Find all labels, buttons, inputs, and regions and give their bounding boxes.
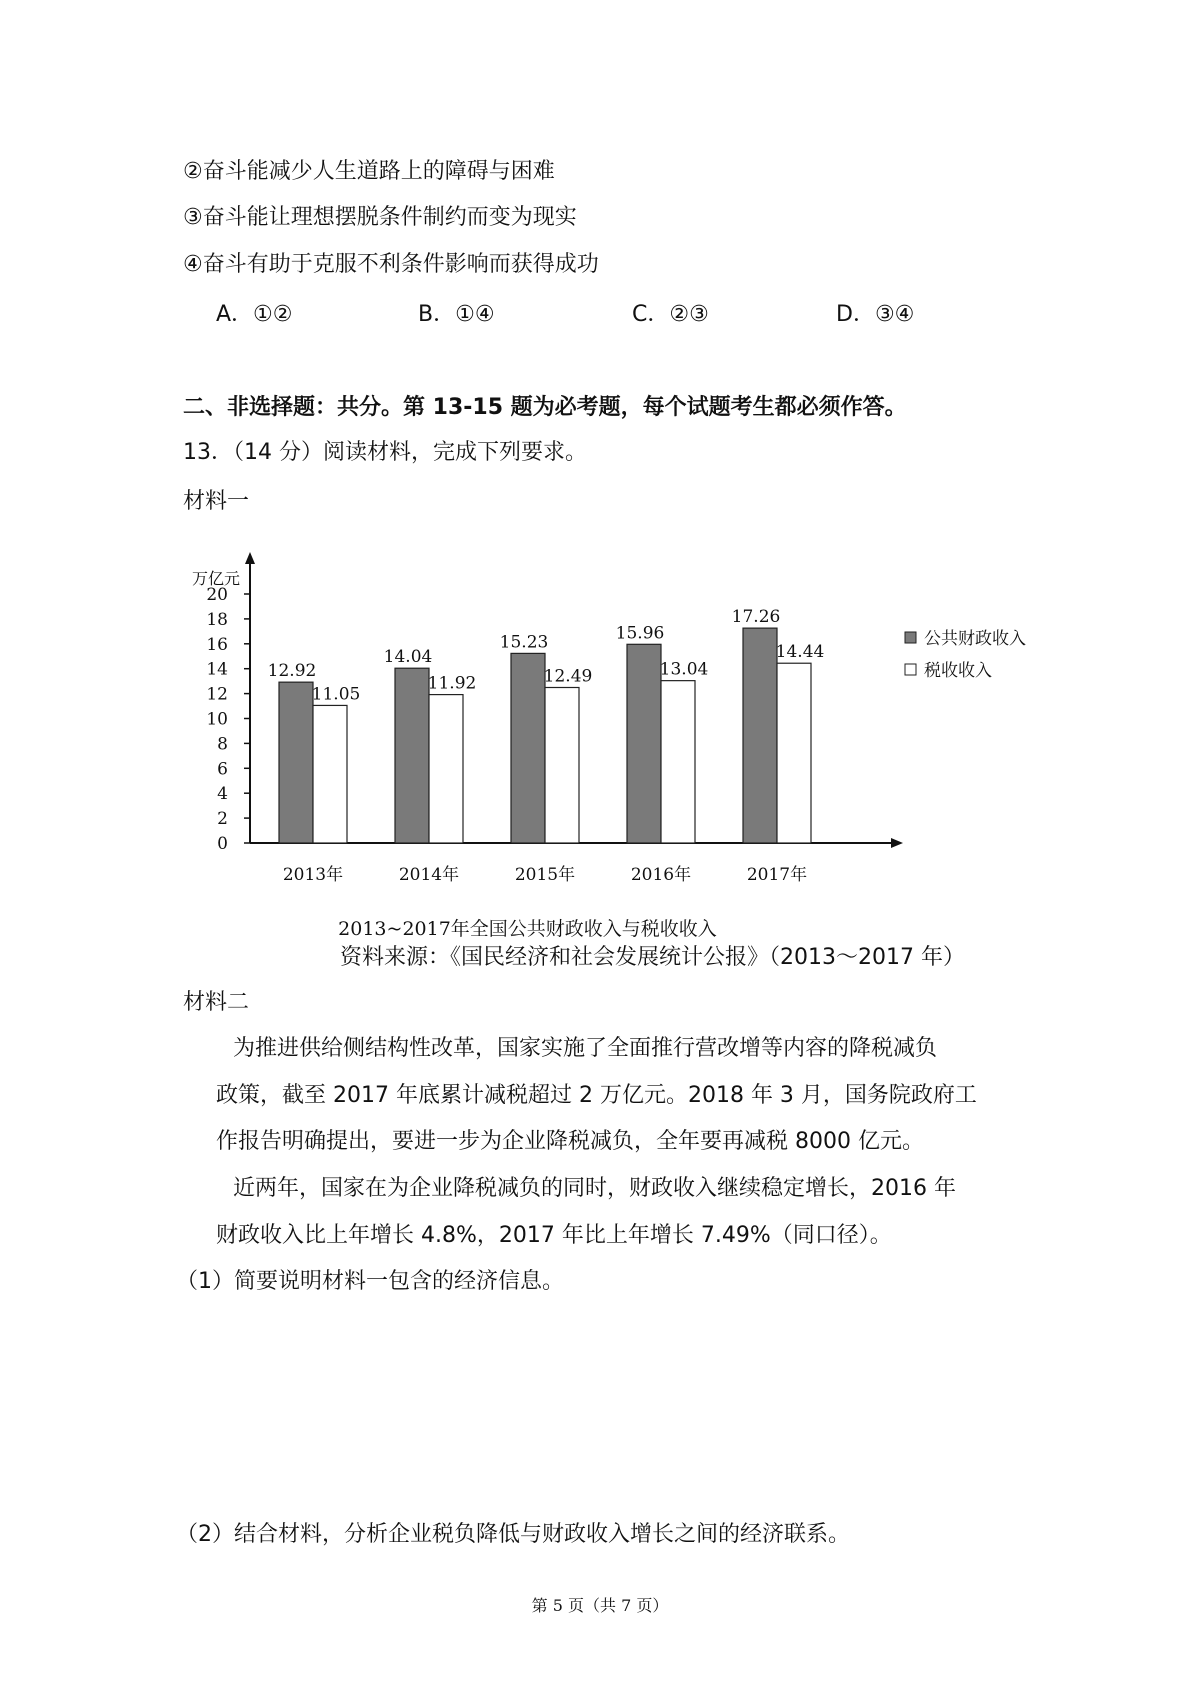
y-tick-label: 0 [217, 834, 228, 854]
question-13: 13．（14 分）阅读材料，完成下列要求。 [183, 440, 587, 465]
data-label: 14.04 [383, 647, 433, 668]
material-2-label: 材料二 [183, 990, 250, 1015]
material-2-line-4: 近两年，国家在为企业降税减负的同时，财政收入继续稳定增长，2016 年 [233, 1176, 956, 1201]
material-2-line-5: 财政收入比上年增长 4.8%，2017 年比上年增长 7.49%（同口径）。 [216, 1223, 892, 1248]
source-note: 资料来源：《国民经济和社会发展统计公报》（2013～2017 年） [340, 945, 965, 970]
chart-title: 2013~2017年全国公共财政收入与税收收入 [338, 918, 717, 940]
data-label: 15.23 [499, 632, 549, 653]
option-line-3: ③奋斗能让理想摆脱条件制约而变为现实 [183, 205, 577, 230]
data-label: 11.92 [427, 673, 477, 694]
x-tick-label: 2017年 [746, 865, 808, 885]
bar-public-revenue [743, 628, 777, 843]
legend-label: 税收收入 [924, 661, 992, 681]
legend-swatch [905, 664, 916, 675]
material-2-line-2: 政策，截至 2017 年底累计减税超过 2 万亿元。2018 年 3 月，国务院政府工 [216, 1083, 977, 1108]
bar-public-revenue [279, 682, 313, 843]
bar-public-revenue [395, 668, 429, 843]
data-label: 12.92 [267, 661, 317, 682]
x-tick-label: 2013年 [282, 865, 344, 885]
bar-tax-revenue [545, 687, 579, 843]
material-1-label: 材料一 [183, 489, 250, 514]
y-tick-label: 6 [217, 759, 228, 780]
material-2-line-1: 为推进供给侧结构性改革，国家实施了全面推行营改增等内容的降税减负 [233, 1036, 938, 1061]
legend-swatch [905, 632, 916, 643]
y-tick-label: 4 [217, 784, 228, 805]
x-tick-label: 2015年 [514, 865, 576, 885]
y-tick-label: 20 [206, 585, 228, 605]
x-tick-label: 2016年 [630, 865, 692, 885]
bar-tax-revenue [777, 663, 811, 843]
y-tick-label: 10 [206, 709, 228, 730]
bar-tax-revenue [661, 681, 695, 843]
y-tick-label: 12 [206, 684, 228, 705]
y-tick-label: 18 [206, 609, 228, 630]
bar-tax-revenue [429, 695, 463, 843]
section-title: 二、非选择题：共分。第 13-15 题为必考题，每个试题考生都必须作答。 [183, 395, 907, 420]
y-unit-label: 万亿元 [191, 569, 240, 588]
x-tick-label: 2014年 [398, 865, 460, 885]
material-2-line-3: 作报告明确提出，要进一步为企业降税减负，全年要再减税 8000 亿元。 [216, 1129, 924, 1154]
data-label: 13.04 [659, 659, 709, 680]
y-tick-label: 2 [217, 809, 228, 830]
choice-b: B．①④ [418, 302, 495, 327]
option-line-4: ④奋斗有助于克服不利条件影响而获得成功 [183, 252, 599, 277]
y-tick-label: 16 [206, 634, 228, 655]
data-label: 14.44 [775, 642, 825, 663]
data-label: 17.26 [731, 607, 781, 628]
data-label: 11.05 [311, 684, 361, 705]
y-tick-label: 14 [206, 659, 228, 680]
data-label: 12.49 [543, 666, 593, 687]
option-line-2: ②奋斗能减少人生道路上的障碍与困难 [183, 159, 555, 184]
choice-c: C．②③ [632, 302, 709, 327]
data-label: 15.96 [615, 623, 665, 644]
bar-tax-revenue [313, 705, 347, 843]
x-axis-arrow [891, 838, 903, 848]
bar-public-revenue [511, 653, 545, 843]
y-tick-label: 8 [217, 734, 228, 755]
page-footer: 第 5 页（共 7 页） [531, 1596, 669, 1615]
bar-public-revenue [627, 644, 661, 843]
choice-d: D．③④ [836, 302, 915, 327]
sub-question-2: （2）结合材料，分析企业税负降低与财政收入增长之间的经济联系。 [176, 1522, 850, 1547]
legend-label: 公共财政收入 [924, 629, 1026, 649]
y-axis-arrow [245, 552, 255, 564]
revenue-bar-chart [170, 530, 1050, 940]
choice-a: A．①② [216, 302, 293, 327]
sub-question-1: （1）简要说明材料一包含的经济信息。 [176, 1269, 564, 1294]
